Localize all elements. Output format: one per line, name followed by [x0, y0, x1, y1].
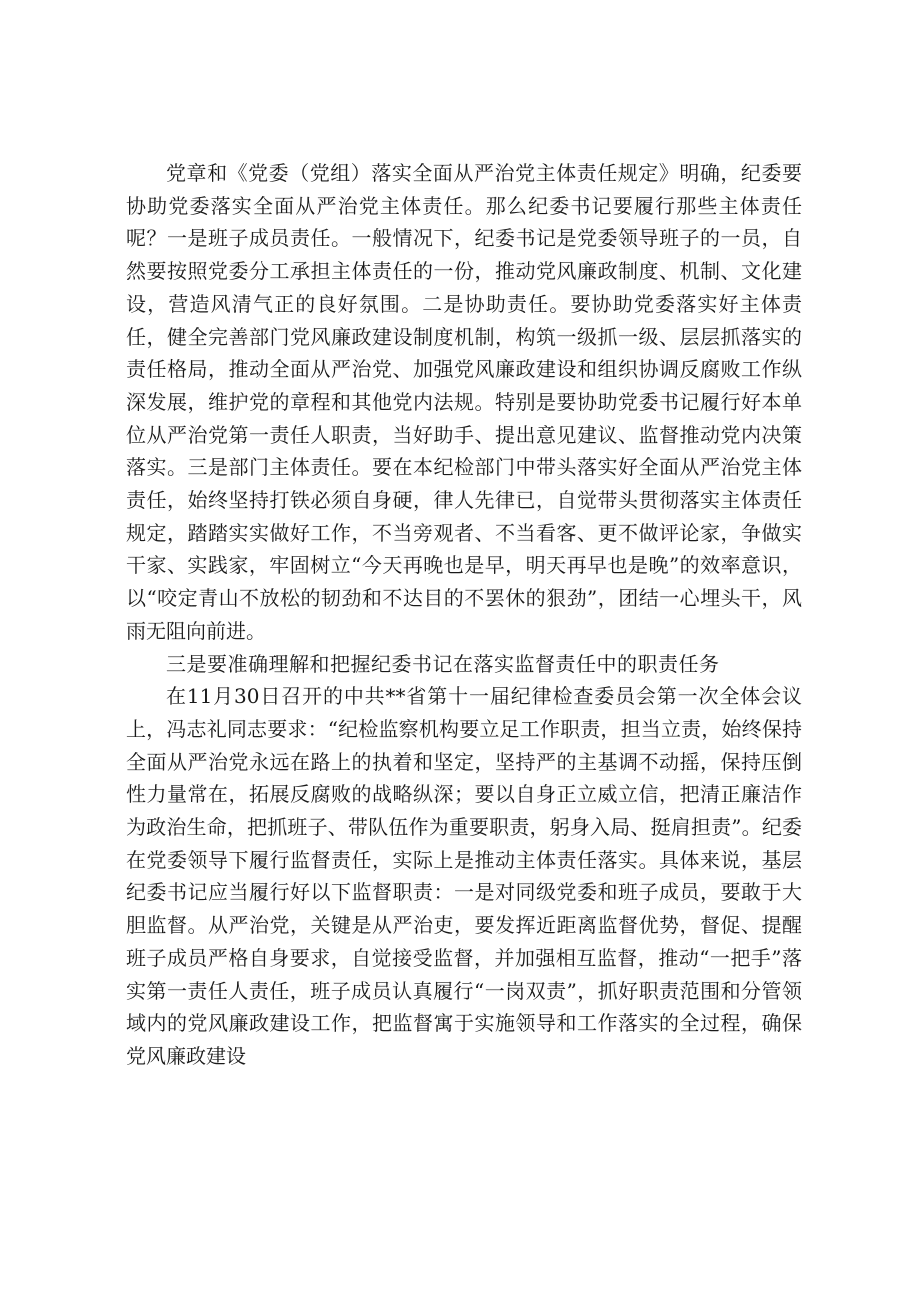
- body-paragraph: 党章和《党委（党组）落实全面从严治党主体责任规定》明确，纪委要协助党委落实全面从严治党主体责任。那么纪委书记要履行那些主体责任呢？一是班子成员责任。一般情况下，纪委书记是党委领导班子的一员，自然要按照党委分工承担主体责任的一份，推动党风廉政制度、机制、文化建设，营造风清气正的良好氛围。二是协助责任。要协助党委落实好主体责任，健全完善部门党风廉政建设制度机制，构筑一级抓一级、层层抓落实的责任格局，推动全面从严治党、加强党风廉政建设和组织协调反腐败工作纵深发展，维护党的章程和其他党内法规。特别是要协助党委书记履行好本单位从严治党第一责任人职责，当好助手、提出意见建议、监督推动党内决策落实。三是部门主体责任。要在本纪检部门中带头落实好全面从严治党主体责任，始终坚持打铁必须自身硬，律人先律已，自觉带头贯彻落实主体责任规定，踏踏实实做好工作，不当旁观者、不当看客、更不做评论家，争做实干家、实践家，牢固树立“今天再晚也是早，明天再早也是晚”的效率意识，以“咬定青山不放松的韧劲和不达目的不罢休的狠劲”，团结一心埋头干，风雨无阻向前进。: [126, 161, 802, 643]
- body-paragraph: 在11月30日召开的中共**省第十一届纪律检查委员会第一次全体会议上，冯志礼同志要求：“纪检监察机构要立足工作职责，担当立责，始终保持全面从严治党永远在路上的执着和坚定，坚持严的主基调不动摇，保持压倒性力量常在，拓展反腐败的战略纵深；要以自身正立威立信，把清正廉洁作为政治生命，把抓班子、带队伍作为重要职责，躬身入局、挺肩担责”。纪委在党委领导下履行监督责任，实际上是推动主体责任落实。具体来说，基层纪委书记应当履行好以下监督职责：一是对同级党委和班子成员，要敢于大胆监督。从严治党，关键是从严治吏，要发挥近距离监督优势，督促、提醒班子成员严格自身要求，自觉接受监督，并加强相互监督，推动“一把手”落实第一责任人责任，班子成员认真履行“一岗双责”，抓好职责范围和分管领域内的党风廉政建设工作，把监督寓于实施领导和工作落实的全过程，确保党风廉政建设: [126, 684, 802, 1068]
- document-body: [126, 157, 802, 1073]
- section-heading: 三是要准确理解和把握纪委书记在落实监督责任中的职责任务: [166, 651, 720, 676]
